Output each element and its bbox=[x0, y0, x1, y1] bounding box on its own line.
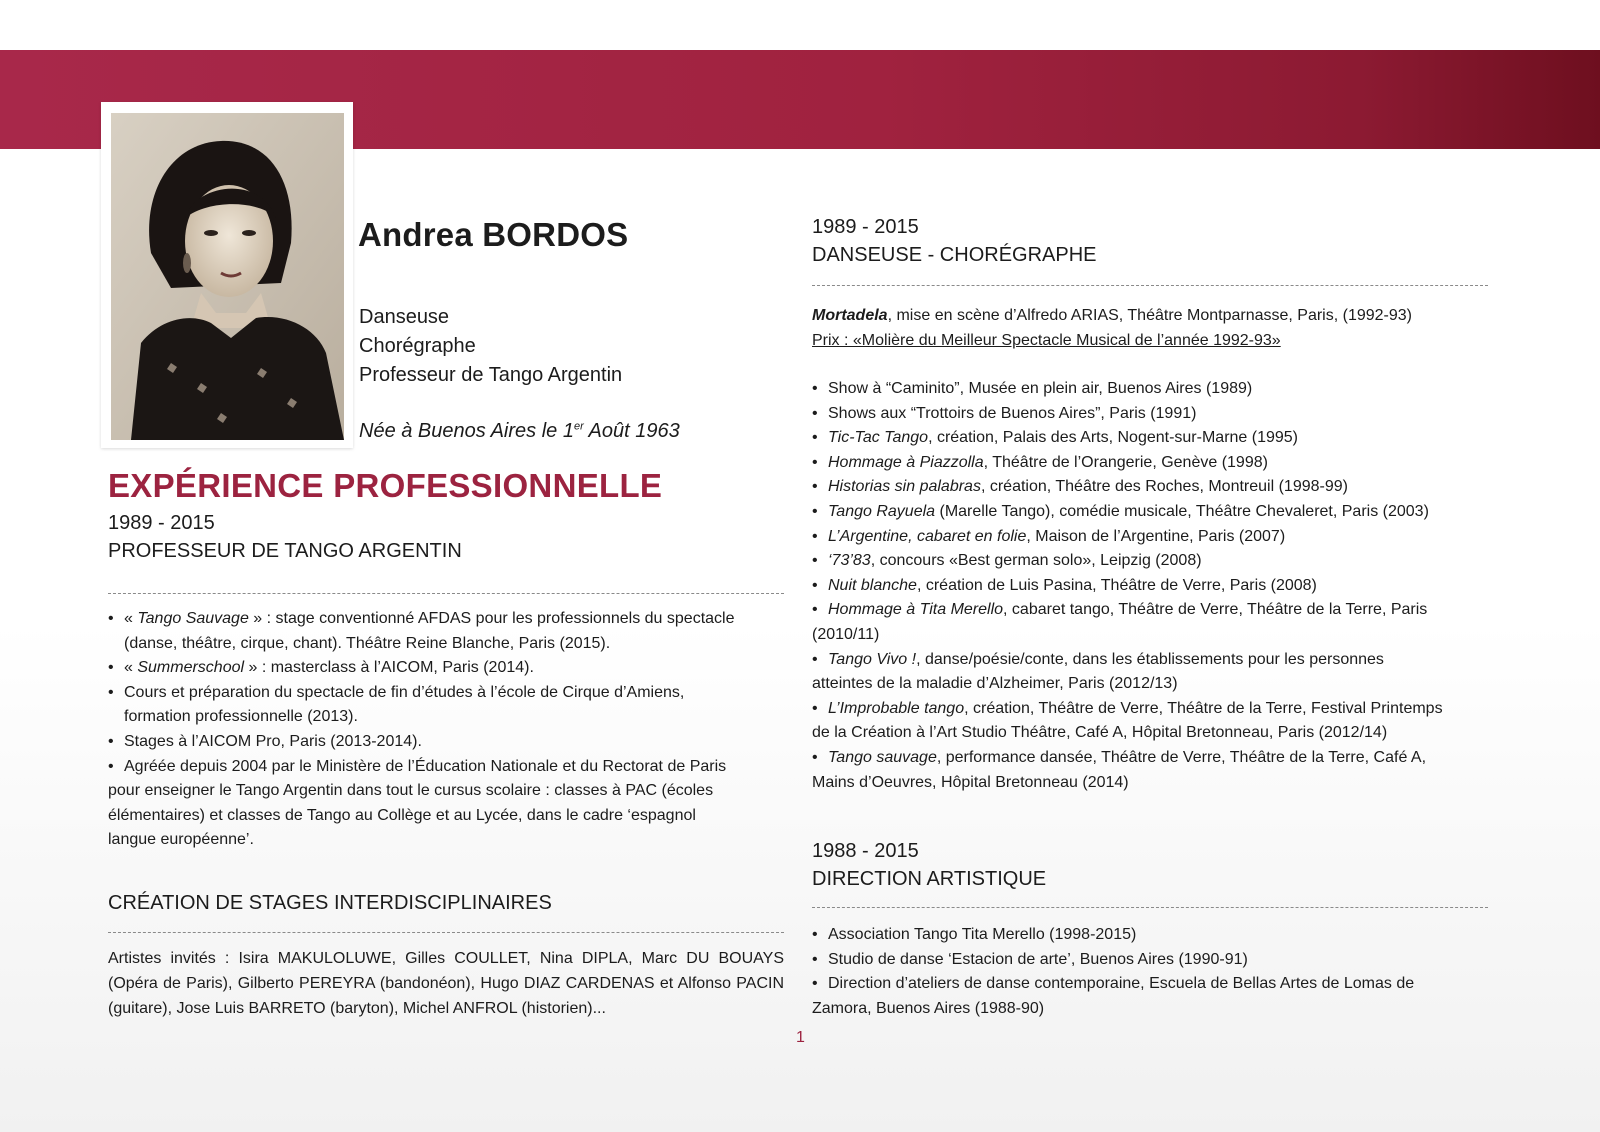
direction-list bbox=[812, 923, 1488, 1021]
list-item: • L’Improbable tango, création, Théâtre de Verre, Théâtre de la Terre, Festival Printemps bbox=[812, 697, 1488, 722]
bullet-icon: • bbox=[812, 650, 818, 668]
list-item: pour enseigner le Tango Argentin dans tout le cursus scolaire : classes à PAC (écoles bbox=[108, 782, 714, 800]
dashed-divider bbox=[812, 285, 1488, 286]
bullet-icon: • bbox=[812, 926, 818, 943]
list-item: (danse, théâtre, cirque, chant). Théâtre Reine Blanche, Paris (2015). bbox=[124, 634, 611, 652]
bullet-icon: • bbox=[812, 552, 818, 570]
section-title: EXPÉRIENCE PROFESSIONNELLE bbox=[108, 467, 663, 504]
list-item: • Hommage à Tita Merello, cabaret tango, Théâtre de Verre, Théâtre de la Terre, Paris bbox=[812, 598, 1488, 623]
bullet-icon: • bbox=[812, 404, 818, 422]
danseuse-list bbox=[812, 377, 1488, 795]
list-item: • ‘73’83, concours «Best german solo», Leipzig (2008) bbox=[812, 549, 1488, 574]
section-years: 1988 - 2015 bbox=[812, 840, 919, 862]
dashed-divider bbox=[812, 907, 1488, 908]
danseuse-section bbox=[812, 214, 1488, 270]
bullet-icon: • bbox=[812, 975, 818, 993]
section-years: 1989 - 2015 bbox=[108, 512, 215, 534]
list-item: Zamora, Buenos Aires (1988-90) bbox=[812, 999, 1045, 1017]
feature-details: , mise en scène d’Alfredo ARIAS, Théâtre Montparnasse, Paris, (1992-93) bbox=[887, 307, 1412, 324]
section-years: 1989 - 2015 bbox=[812, 216, 919, 238]
list-item: • « Tango Sauvage » : stage conventionné AFDAS pour les professionnels du spectacle bbox=[108, 607, 784, 632]
list-item: langue européenne’. bbox=[108, 831, 254, 849]
professeur-section bbox=[108, 510, 784, 566]
feature-title: Mortadela bbox=[812, 307, 888, 324]
list-item: • Agréée depuis 2004 par le Ministère de l’Éducation Nationale et du Rectorat de Paris bbox=[108, 755, 784, 780]
dashed-divider bbox=[108, 593, 784, 594]
list-item: • L’Argentine, cabaret en folie, Maison de l’Argentine, Paris (2007) bbox=[812, 525, 1488, 550]
list-item: • Association Tango Tita Merello (1998-2015) bbox=[812, 923, 1488, 948]
list-item: de la Création à l’Art Studio Théâtre, Café A, Hôpital Bretonneau, Paris (2012/14) bbox=[812, 724, 1388, 742]
list-item: • « Summerschool » : masterclass à l’AICOM, Paris (2014). bbox=[108, 656, 784, 681]
birth-info: Née à Buenos Aires le 1er Août 1963 bbox=[359, 420, 680, 442]
direction-section bbox=[812, 838, 1488, 894]
dashed-divider bbox=[108, 932, 784, 933]
page-number: 1 bbox=[796, 1029, 805, 1046]
person-name: Andrea BORDOS bbox=[358, 216, 629, 253]
list-item: • Studio de danse ‘Estacion de arte’, Buenos Aires (1990-91) bbox=[812, 948, 1488, 973]
list-item: formation professionnelle (2013). bbox=[124, 708, 358, 726]
list-item: • Direction d’ateliers de danse contemporaine, Escuela de Bellas Artes de Lomas de bbox=[812, 972, 1488, 997]
list-item: • Tango Rayuela (Marelle Tango), comédie musicale, Théâtre Chevaleret, Paris (2003) bbox=[812, 500, 1488, 525]
bullet-icon: • bbox=[812, 601, 818, 619]
stages-artists: Artistes invités : Isira MAKULOLUWE, Gilles COULLET, Nina DIPLA, Marc DU BOUAYS (Opéra de Paris), Gilberto PEREYRA (bandonéon), Hugo DIAZ CARDENAS et Alfonso PACIN (guitare), Jose Luis BARRETO (baryton), Michel ANFROL (historien)... bbox=[108, 950, 784, 1017]
role: Danseuse bbox=[359, 306, 450, 328]
role: Chorégraphe bbox=[359, 335, 476, 357]
section-heading: PROFESSEUR DE TANGO ARGENTIN bbox=[108, 540, 462, 562]
list-item: • Show à “Caminito”, Musée en plein air, Buenos Aires (1989) bbox=[812, 377, 1488, 402]
bullet-icon: • bbox=[812, 502, 818, 520]
bullet-icon: • bbox=[108, 757, 114, 775]
bullet-icon: • bbox=[812, 478, 818, 496]
list-item: • Tic-Tac Tango, création, Palais des Arts, Nogent-sur-Marne (1995) bbox=[812, 426, 1488, 451]
bullet-icon: • bbox=[108, 732, 114, 750]
section-heading: DANSEUSE - CHORÉGRAPHE bbox=[812, 244, 1097, 266]
section-heading: DIRECTION ARTISTIQUE bbox=[812, 868, 1047, 890]
professeur-list bbox=[108, 607, 784, 853]
feature-prize: Prix : «Molière du Meilleur Spectacle Musical de l’année 1992-93» bbox=[812, 332, 1281, 349]
feature-show bbox=[812, 303, 1488, 353]
bullet-icon: • bbox=[812, 576, 818, 594]
stages-section bbox=[108, 888, 784, 918]
list-item: • Shows aux “Trottoirs de Buenos Aires”, Paris (1991) bbox=[812, 402, 1488, 427]
bullet-icon: • bbox=[812, 429, 818, 447]
list-item: • Hommage à Piazzolla, Théâtre de l’Orangerie, Genève (1998) bbox=[812, 451, 1488, 476]
list-item: • Cours et préparation du spectacle de fin d’études à l’école de Cirque d’Amiens, bbox=[108, 681, 784, 706]
bullet-icon: • bbox=[812, 453, 818, 471]
bullet-icon: • bbox=[812, 699, 818, 717]
list-item: élémentaires) et classes de Tango au Collège et au Lycée, dans le cadre ‘espagnol bbox=[108, 806, 696, 824]
list-item: • Stages à l’AICOM Pro, Paris (2013-2014). bbox=[108, 730, 784, 755]
bullet-icon: • bbox=[108, 659, 114, 677]
list-item: atteintes de la maladie d’Alzheimer, Paris (2012/13) bbox=[812, 675, 1178, 693]
bullet-icon: • bbox=[812, 380, 818, 397]
list-item: • Tango Vivo !, danse/poésie/conte, dans les établissements pour les personnes bbox=[812, 648, 1488, 673]
bullet-icon: • bbox=[108, 683, 114, 701]
bullet-icon: • bbox=[108, 610, 114, 627]
section-heading: CRÉATION DE STAGES INTERDISCIPLINAIRES bbox=[108, 892, 552, 914]
roles-list bbox=[359, 303, 622, 390]
list-item: Mains d’Oeuvres, Hôpital Bretonneau (2014) bbox=[812, 773, 1129, 791]
role: Professeur de Tango Argentin bbox=[359, 364, 623, 386]
list-item: • Historias sin palabras, création, Théâtre des Roches, Montreuil (1998-99) bbox=[812, 475, 1488, 500]
bullet-icon: • bbox=[812, 527, 818, 545]
list-item: • Tango sauvage, performance dansée, Théâtre de Verre, Théâtre de la Terre, Café A, bbox=[812, 746, 1488, 771]
bullet-icon: • bbox=[812, 748, 818, 766]
bullet-icon: • bbox=[812, 950, 818, 968]
list-item: (2010/11) bbox=[812, 625, 880, 643]
portrait-photo bbox=[111, 113, 344, 440]
list-item: • Nuit blanche, création de Luis Pasina, Théâtre de Verre, Paris (2008) bbox=[812, 574, 1488, 599]
